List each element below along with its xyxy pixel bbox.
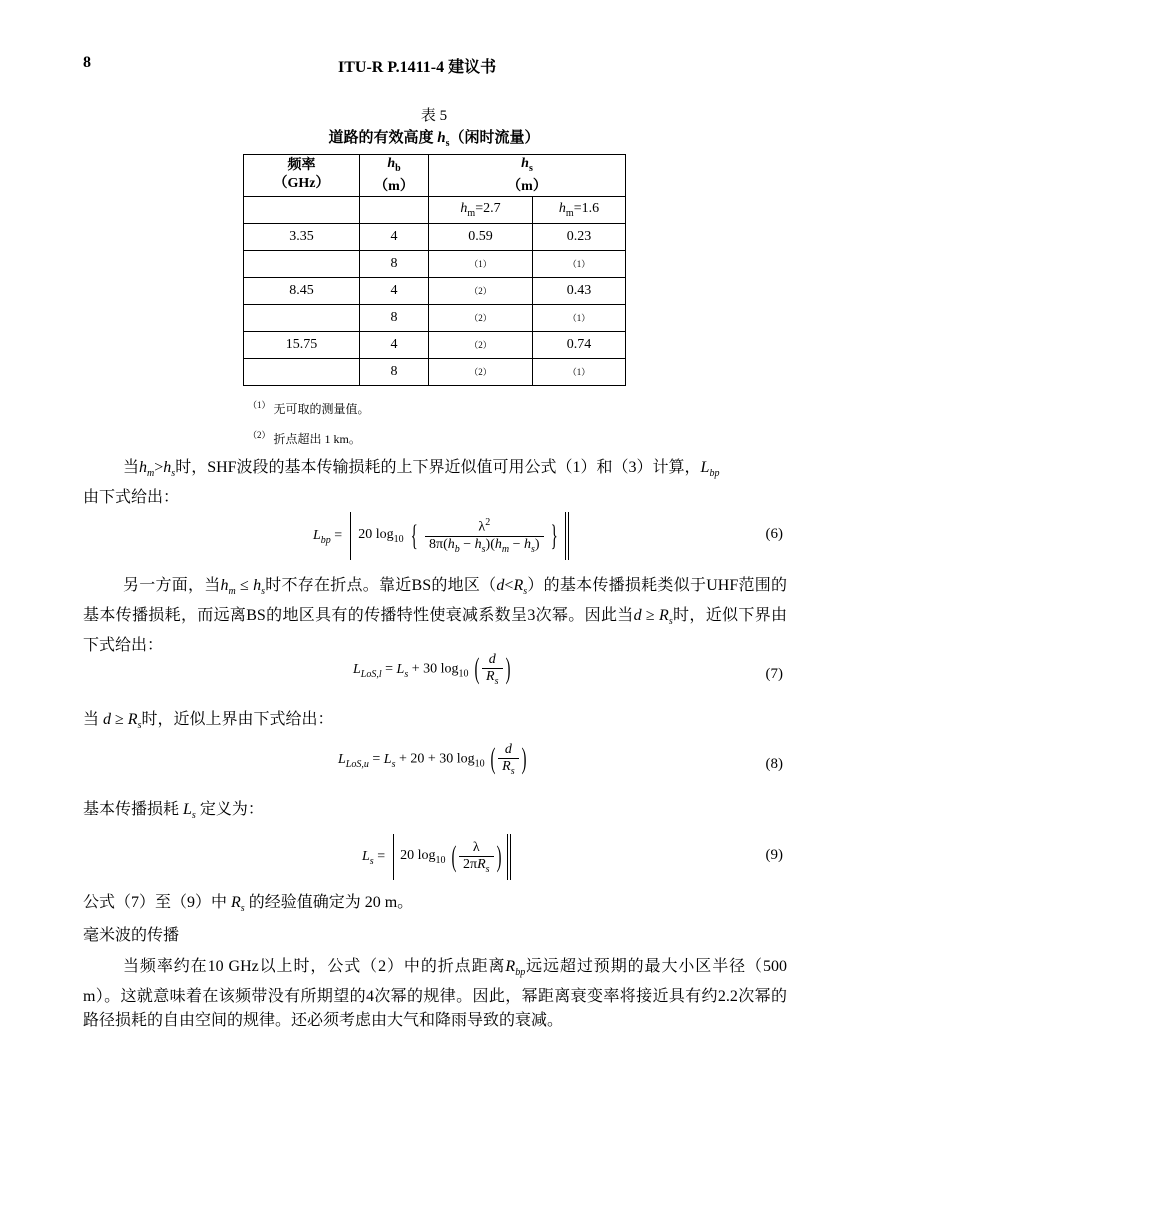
header-frequency: 频率 （GHz） — [244, 155, 360, 197]
paragraph-shf-bounds: 当$h_m>h_s$时，SHF波段的基本传输损耗的上下界近似值可用公式（1）和（3）计算，$L_{bp}$ 由下式给出： — [83, 459, 720, 507]
header-hb: $h_b$ （m） — [360, 155, 429, 197]
paragraph-upper-bound: 当 $d \ge R_s$时，近似上界由下式给出： — [83, 711, 334, 732]
header-hs: $h_s$ （m） — [429, 155, 626, 197]
document-title: ITU-R P.1411-4 建议书 — [338, 59, 497, 76]
page-number: 8 — [83, 54, 91, 71]
table-note-2: $^{(2)}$ 折点超出 1 km。 — [248, 430, 361, 446]
effective-height-table — [243, 154, 626, 386]
paragraph-no-breakpoint: 另一方面，当$h_m \le h_s$时不存在折点。靠近BS的地区$(d<R_s)$的基本传播损耗类似于UHF范围的基本传播损耗，而远离BS的地区具有的传播特性使衰减系数呈3次幂。因此当$d \ge R_s$时，近似下界由下式给出： — [83, 577, 787, 655]
subheader-hm-2-7: $h_m=2.7$ — [429, 196, 533, 223]
equation-9: $L_s = 20$ $\log_{10}$ ( $\frac{\lambda}{2\pi R_s}$ ) — [362, 834, 511, 880]
paragraph-rs-empirical: 公式（7）至（9）中 $R_s$ 的经验值确定为 20 m。 — [83, 894, 414, 915]
table-label: 表 5 — [420, 108, 448, 124]
table-row: 3.35 4 0.59 0.23 — [244, 223, 626, 250]
equation-7: $L_{LoS,l} = L_s + 30$ $\log_{10}$ ( $\frac{d}{R_s}$ ) — [353, 652, 511, 687]
equation-8-number: (8) — [765, 756, 783, 772]
section-heading-mmwave: 毫米波的传播 — [83, 927, 180, 944]
equation-9-number: (9) — [765, 847, 783, 863]
subheader-hm-1-6: $h_m=1.6$ — [533, 196, 626, 223]
equation-6-number: (6) — [765, 526, 783, 542]
table-note-1: $^{(1)}$ 无可取的测量值。 — [248, 400, 370, 416]
equation-7-number: (7) — [765, 666, 783, 682]
table-title: 道路的有效高度 $h_s$（闲时流量） — [328, 130, 540, 149]
table-row: 8.45 4 （2） 0.43 — [244, 277, 626, 304]
table-row: 15.75 4 （2） 0.74 — [244, 331, 626, 358]
table-subheader-row — [244, 196, 626, 223]
paragraph-mmwave: 当频率约在10 GHz以上时，公式（2）中的折点距离$R_{bp}$远远超过预期的最大小区半径（500 m）。这就意味着在该频带没有所期望的4次幂的规律。因此，幂距离衰变率将接近具有约2.2次幂的路径损耗的自由空间的规律。还必须考虑由大气和降雨导致的衰减。 — [83, 958, 787, 1030]
table-row: 8 （1） （1） — [244, 250, 626, 277]
table-row: 8 （2） （1） — [244, 304, 626, 331]
table-row: 8 （2） （1） — [244, 358, 626, 385]
table-header-row — [244, 155, 626, 197]
equation-6: $L_{bp} = 20$ $\log_{10}$ { $\frac{\lambda^2}{8\pi(h_b - h_s)(h_m - h_s)}$ } — [313, 512, 569, 560]
paragraph-ls-definition: 基本传播损耗 $L_s$ 定义为： — [83, 801, 264, 822]
equation-8: $L_{LoS,u} = L_s + 20 + 30$ $\log_{10}$ ( $\frac{d}{R_s}$ ) — [338, 742, 527, 777]
